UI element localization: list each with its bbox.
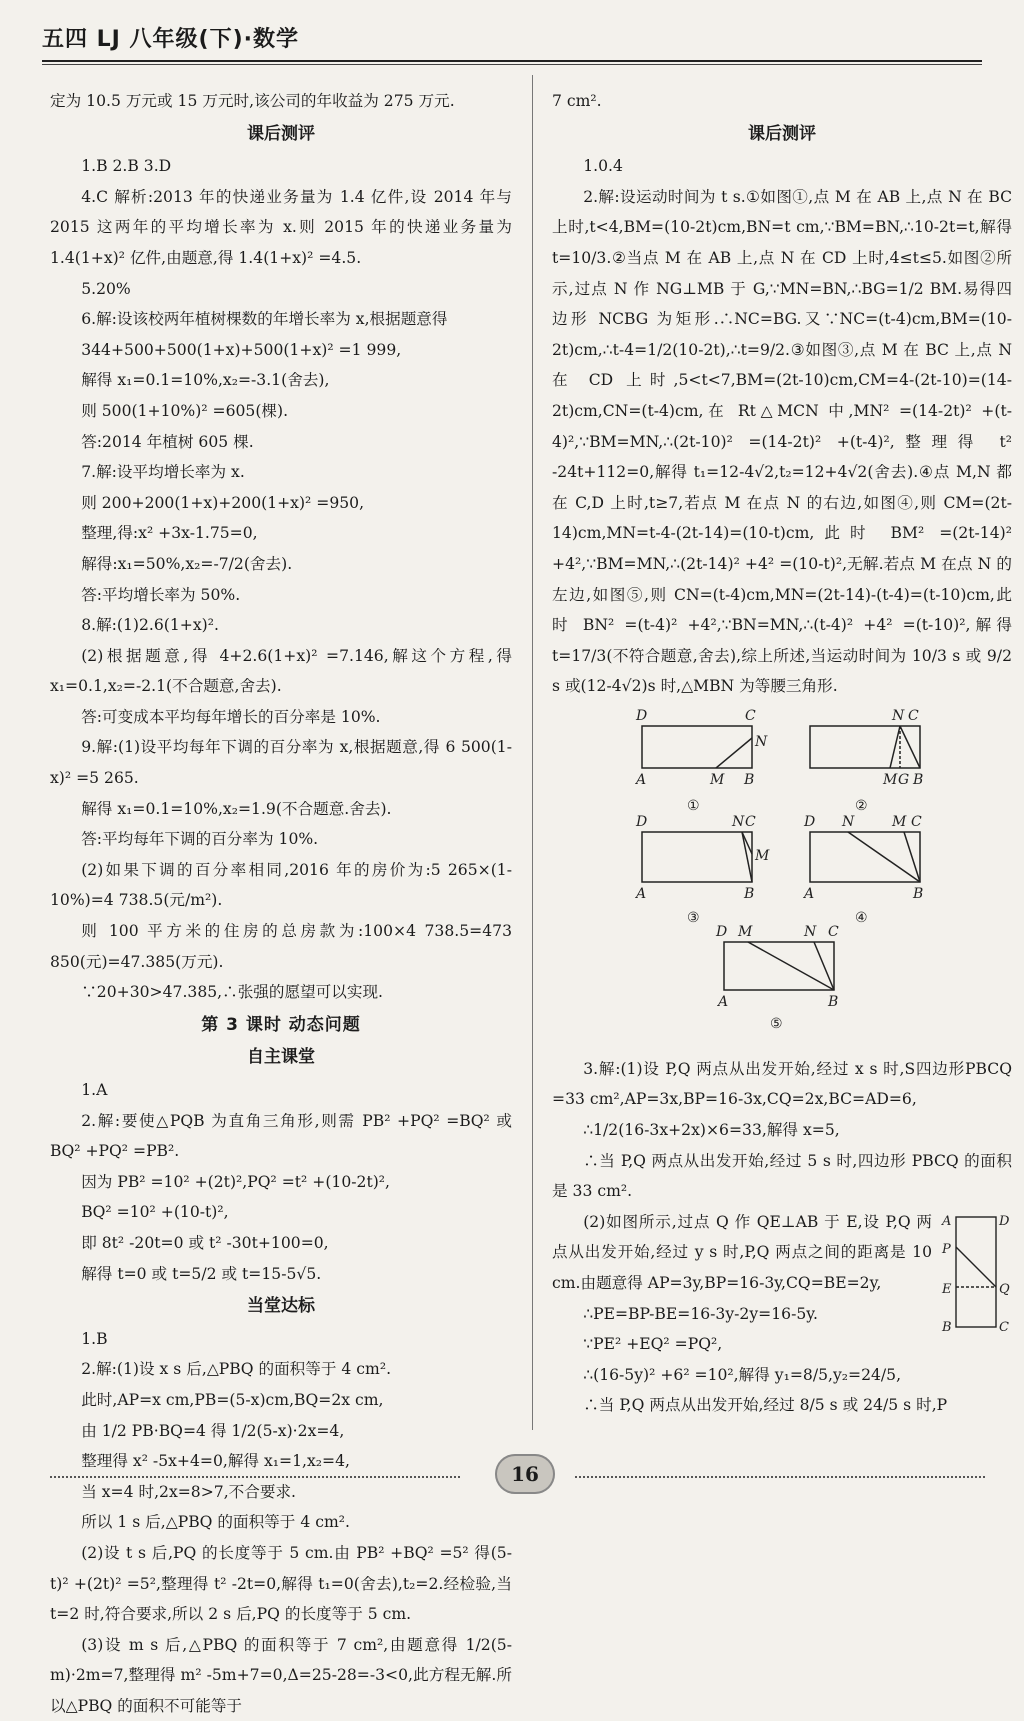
text-line: (2)如图所示,过点 Q 作 QE⊥AB 于 E,设 P,Q 两点从出发开始,经过 y s 时,P,Q 两点之间的距离是 10 cm.由题意得 AP=3y,BP=16-3y,CQ=BE=2y, <box>552 1212 932 1293</box>
text-line: 解得:x₁=50%,x₂=-7/2(舍去). <box>81 554 293 573</box>
text-line: 解得 x₁=0.1=10%,x₂=1.9(不合题意.舍去). <box>81 799 392 818</box>
text-line: 解得 x₁=0.1=10%,x₂=-3.1(舍去), <box>81 371 330 390</box>
lesson-heading: 第 3 课时 动态问题 <box>201 1014 361 1035</box>
figure-label: B <box>913 885 924 902</box>
figure-label: D <box>804 813 816 830</box>
figure-label: M <box>755 847 770 864</box>
figure-label: B <box>828 993 839 1010</box>
page-number: 16 <box>495 1454 555 1494</box>
figure-label: B <box>744 771 755 788</box>
figure-label: C <box>908 707 919 724</box>
text-line: 因为 PB² =10² +(2t)²,PQ² =t² +(10-2t)², <box>81 1172 391 1191</box>
text-line: 即 8t² -20t=0 或 t² -30t+100=0, <box>81 1233 329 1252</box>
text-line: 答:平均增长率为 50%. <box>81 585 241 604</box>
figure-label: C <box>828 923 839 940</box>
text-line: ∴(16-5y)² +6² =10²,解得 y₁=8/5,y₂=24/5, <box>583 1365 902 1384</box>
header-rule <box>42 64 982 65</box>
text-line: 6.解:设该校两年植树棵数的年增长率为 x,根据题意得 <box>81 310 448 329</box>
text-line: ∵PE² +EQ² =PQ², <box>583 1335 723 1354</box>
text-line: (2)设 t s 后,PQ 的长度等于 5 cm.由 PB² +BQ² =5² 得(5-t)² +(2t)² =5²,整理得 t² -2t=0,解得 t₁=0(舍去),t₂=2.经检验,当 t=2 时,符合要求,所以 2 s 后,PQ 的长度等于 5 cm. <box>50 1543 512 1624</box>
figure-label: C <box>911 813 922 830</box>
text-line: 4.C 解析:2013 年的快递业务量为 1.4 亿件,设 2014 年与 2015 这两年的平均增长率为 x.则 2015 年的快递业务量为 1.4(1+x)² 亿件,由题意,得 1.4(1+x)² =4.5. <box>50 187 512 267</box>
figure-label: B <box>744 885 755 902</box>
text-line: 当 x=4 时,2x=8>7,不合要求. <box>81 1482 297 1501</box>
page-header <box>42 20 982 62</box>
text-line: 此时,AP=x cm,PB=(5-x)cm,BQ=2x cm, <box>81 1390 384 1409</box>
section-heading: 课后测评 <box>247 123 315 144</box>
text-line: 1.B 2.B 3.D <box>81 157 172 176</box>
figure-label: Q <box>999 1281 1010 1297</box>
text-line: 7 cm². <box>552 92 602 110</box>
figure-label: G <box>898 771 910 788</box>
text-line: 则 500(1+10%)² =605(棵). <box>81 401 289 420</box>
figure-label: D <box>716 923 728 940</box>
text-line: 答:平均每年下调的百分率为 10%. <box>81 830 319 849</box>
figure-label: C <box>745 813 756 830</box>
figure-label: D <box>999 1213 1010 1229</box>
header-title: 五四 LJ 八年级(下)·数学 <box>42 27 299 52</box>
figure-5-wrap <box>552 922 1012 1054</box>
figure-label: N <box>892 707 905 724</box>
text-line: 5.20% <box>81 279 131 298</box>
figure-2 <box>810 726 920 768</box>
text-line: 9.解:(1)设平均每年下调的百分率为 x,根据题意,得 6 500(1-x)² =5 265. <box>50 738 512 788</box>
text-line: 由 1/2 PB·BQ=4 得 1/2(5-x)·2x=4, <box>81 1421 345 1440</box>
text-line: 2.解:要使△PQB 为直角三角形,则需 PB² +PQ² =BQ² 或 BQ² +PQ² =PB². <box>50 1111 512 1161</box>
figure-5 <box>724 942 834 990</box>
text-line: 答:2014 年植树 605 棵. <box>81 432 254 451</box>
figure-caption: ③ <box>687 909 700 926</box>
text-line: 2.解:(1)设 x s 后,△PBQ 的面积等于 4 cm². <box>81 1360 392 1379</box>
text-line: 344+500+500(1+x)+500(1+x)² =1 999, <box>81 340 402 359</box>
text-line: 2.解:设运动时间为 t s.①如图①,点 M 在 AB 上,点 N 在 BC 上时,t<4,BM=(10-2t)cm,BN=t cm,∵BM=BN,∴10-2t=t,解得 t=10/3.②当点 M 在 AB 上,点 N 在 CD 上时,4≤t≤5.如图②所示,过点 N 作 NG⊥MB 于 G,∵MN=BN,∴BG=1/2 BM.易得四边形 NCBG 为矩形.∴NC=BG.又∵NC=(t-4)cm,BM=(10-2t)cm,∴t-4=1/2(10-2t),∴t=9/2.③如图③,点 M 在 BC 上,点 N 在 CD 上时,5<t<7,BM=(2t-10)cm,CM=4-(2t-10)=(14-2t)cm,CN=(t-4)cm,在 Rt△MCN 中,MN² =(14-2t)² +(t-4)²,∵BM=MN,∴(2t-10)² =(14-2t)² +(t-4)²,整理得 t² -24t+112=0,解得 t₁=12-4√2,t₂=12+4√2(舍去).④点 M,N 都在 C,D 上时,t≥7,若点 M 在点 N 的右边,如图④,则 CM=(2t-14)cm,MN=t-4-(2t-14)=(10-t)cm,此时 BM² =(2t-14)² +4²,∵BM=MN,∴(2t-14)² +4² =(10-t)²,无解.若点 M 在点 N 的左边,如图⑤,则 CN=(t-4)cm,MN=(2t-14)-(t-4)=(t-10)cm,此时 BN² =(t-4)² +4²,∵BN=MN,∴(t-4)² +4² =(t-10)²,解得 t=17/3(不符合题意,舍去),综上所述,当运动时间为 10/3 s 或 9/2 s 或(12-4√2)s 时,△MBN 为等腰三角形. <box>552 187 1012 696</box>
figure-label: C <box>745 707 756 724</box>
figure-qe <box>940 1211 1012 1346</box>
figure-label: D <box>636 813 648 830</box>
figure-label: N <box>732 813 745 830</box>
page-footer <box>50 1454 985 1494</box>
text-line: (2)根据题意,得 4+2.6(1+x)² =7.146,解这个方程,得 x₁=0.1,x₂=-2.1(不合题意,舍去). <box>50 646 512 696</box>
text-line: 1.B <box>81 1329 108 1348</box>
figure-label: N <box>804 923 817 940</box>
figure-1 <box>642 726 752 768</box>
figure-label: M <box>710 771 725 788</box>
figure-label: N <box>755 733 768 750</box>
figure-label: M <box>738 923 753 940</box>
text-line: ∴PE=BP-BE=16-3y-2y=16-5y. <box>583 1304 818 1323</box>
text-line: 3.解:(1)设 P,Q 两点从出发开始,经过 x s 时,S四边形PBCQ =33 cm²,AP=3x,BP=16-3x,CQ=2x,BC=AD=6, <box>552 1059 1012 1109</box>
section-heading: 课后测评 <box>748 123 816 144</box>
figure-label: P <box>942 1241 951 1257</box>
text-line: 1.0.4 <box>583 157 623 176</box>
text-line: 则 100 平方米的住房的总房款为:100×4 738.5=473 850(元)=47.385(万元). <box>50 922 512 971</box>
text-line: ∴1/2(16-3x+2x)×6=33,解得 x=5, <box>583 1121 840 1140</box>
text-line: 答:可变成本平均每年增长的百分率是 10%. <box>81 707 381 726</box>
figure-label: A <box>804 885 815 902</box>
figure-3 <box>642 832 752 882</box>
figure-label: C <box>999 1319 1009 1335</box>
right-column <box>552 86 1012 1421</box>
figure-label: N <box>842 813 855 830</box>
figure-label: A <box>636 885 647 902</box>
section-heading: 自主课堂 <box>247 1047 315 1068</box>
figure-label: M <box>883 771 898 788</box>
text-line: 定为 10.5 万元或 15 万元时,该公司的年收益为 275 万元. <box>50 92 455 110</box>
text-line: 所以 1 s 后,△PBQ 的面积等于 4 cm². <box>81 1513 350 1532</box>
figure-label: E <box>942 1281 952 1297</box>
text-line: 7.解:设平均增长率为 x. <box>81 463 245 482</box>
text-line: ∵20+30>47.385,∴张强的愿望可以实现. <box>81 983 384 1002</box>
footer-dots-right <box>575 1476 985 1478</box>
section-heading: 当堂达标 <box>247 1296 315 1317</box>
figure-label: B <box>942 1319 952 1335</box>
footer-dots-left <box>50 1476 460 1478</box>
figure-4 <box>810 832 920 882</box>
figure-caption: ⑤ <box>770 1015 783 1032</box>
figure-label: D <box>636 707 648 724</box>
text-line: 整理得 x² -5x+4=0,解得 x₁=1,x₂=4, <box>81 1452 350 1471</box>
figure-label: A <box>718 993 729 1010</box>
text-line: (2)如果下调的百分率相同,2016 年的房价为:5 265×(1-10%)=4 738.5(元/m²). <box>50 860 512 910</box>
figure-label: M <box>892 813 907 830</box>
figure-label: A <box>636 771 647 788</box>
text-line: BQ² =10² +(10-t)², <box>81 1203 229 1222</box>
figure-caption: ① <box>687 797 700 814</box>
text-line: ∴当 P,Q 两点从出发开始,经过 5 s 时,四边形 PBCQ 的面积是 33 cm². <box>552 1151 1012 1201</box>
text-line: 1.A <box>81 1081 108 1099</box>
text-line: 8.解:(1)2.6(1+x)². <box>81 616 219 635</box>
column-divider <box>532 75 533 1430</box>
text-line: 解得 t=0 或 t=5/2 或 t=15-5√5. <box>81 1264 322 1283</box>
figure-label: B <box>913 771 924 788</box>
text-line: 则 200+200(1+x)+200(1+x)² =950, <box>81 493 365 512</box>
text-line: 整理,得:x² +3x-1.75=0, <box>81 524 258 543</box>
figure-caption: ② <box>855 797 868 814</box>
text-line: (3)设 m s 后,△PBQ 的面积等于 7 cm²,由题意得 1/2(5-m)·2m=7,整理得 m² -5m+7=0,Δ=25-28=-3<0,此方程无解.所以△PBQ 的面积不可能等于 <box>50 1635 512 1715</box>
text-line: ∴当 P,Q 两点从出发开始,经过 8/5 s 或 24/5 s 时,P <box>583 1396 948 1415</box>
figure-label: A <box>942 1213 952 1229</box>
figure-caption: ④ <box>855 909 868 926</box>
